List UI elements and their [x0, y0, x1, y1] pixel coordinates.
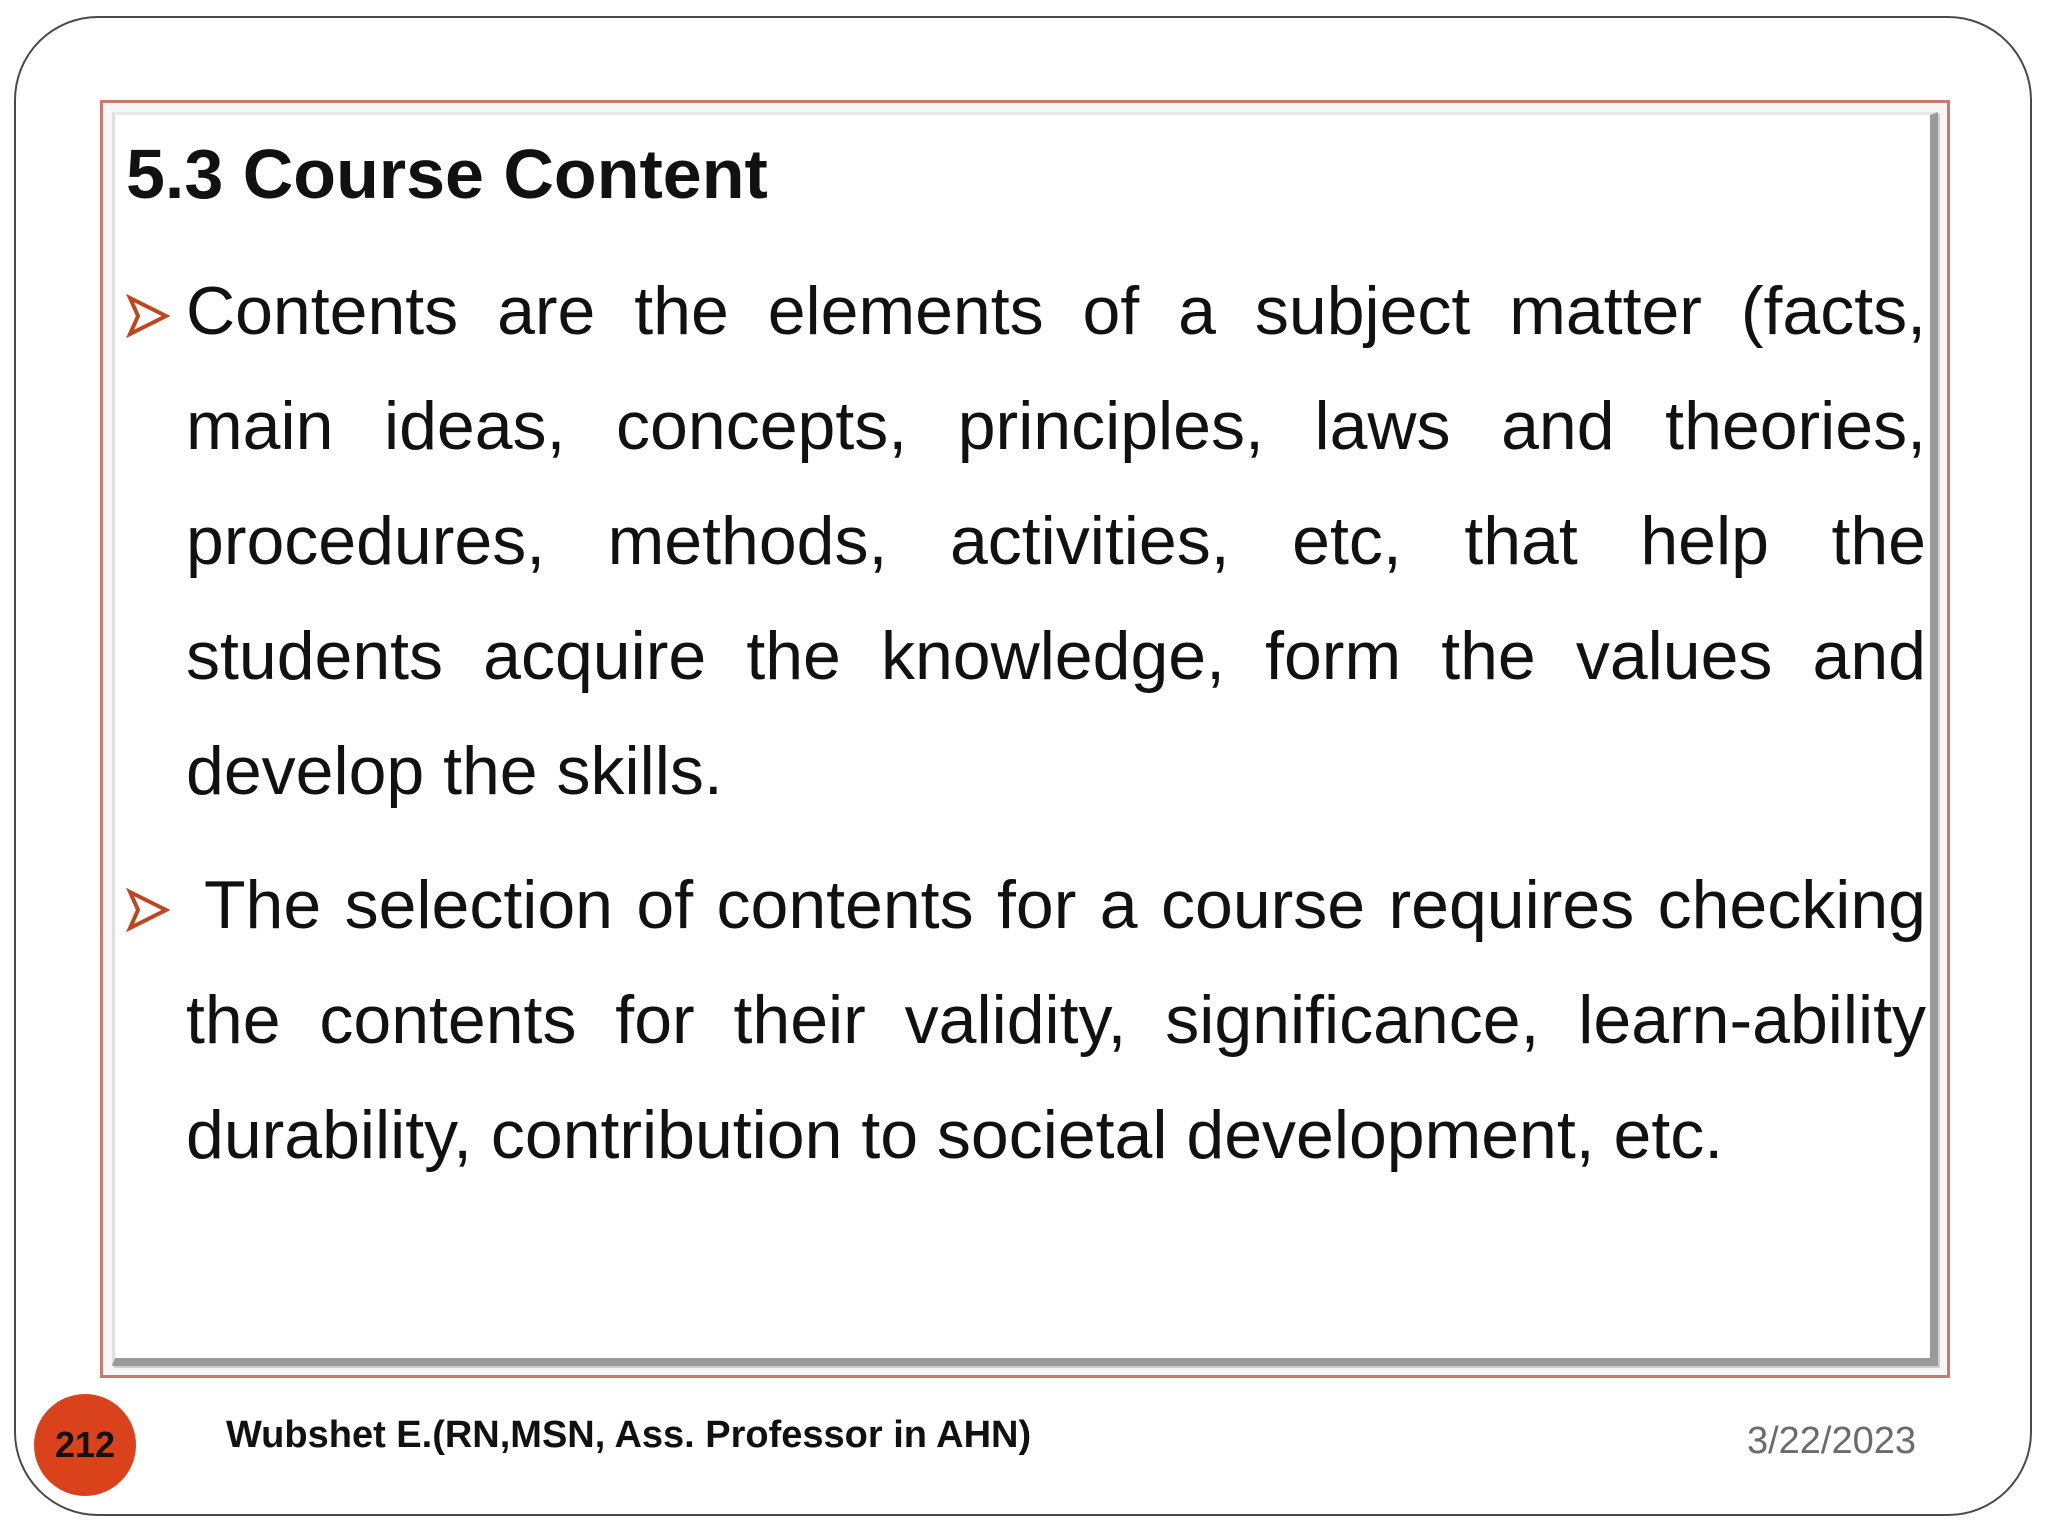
- arrow-bullet-icon: [126, 294, 170, 338]
- bullet-text: Contents are the elements of a subject matter (facts, main ideas, concepts, principles, laws and theories, procedures, methods, activities, etc, that help the students acquire the knowledge, form the values and develop the skills.: [186, 273, 1926, 809]
- bullet-text: The selection of contents for a course requires checking the contents for their validity, significance, learn-ability durability, contribution to societal development, etc.: [186, 867, 1926, 1173]
- footer-author: Wubshet E.(RN,MSN, Ass. Professor in AHN): [226, 1414, 1032, 1456]
- page-number-badge: 212: [34, 1394, 136, 1496]
- slide-title: 5.3 Course Content: [126, 135, 768, 213]
- arrow-bullet-icon: [126, 888, 170, 932]
- footer-date: 3/22/2023: [1746, 1420, 1916, 1462]
